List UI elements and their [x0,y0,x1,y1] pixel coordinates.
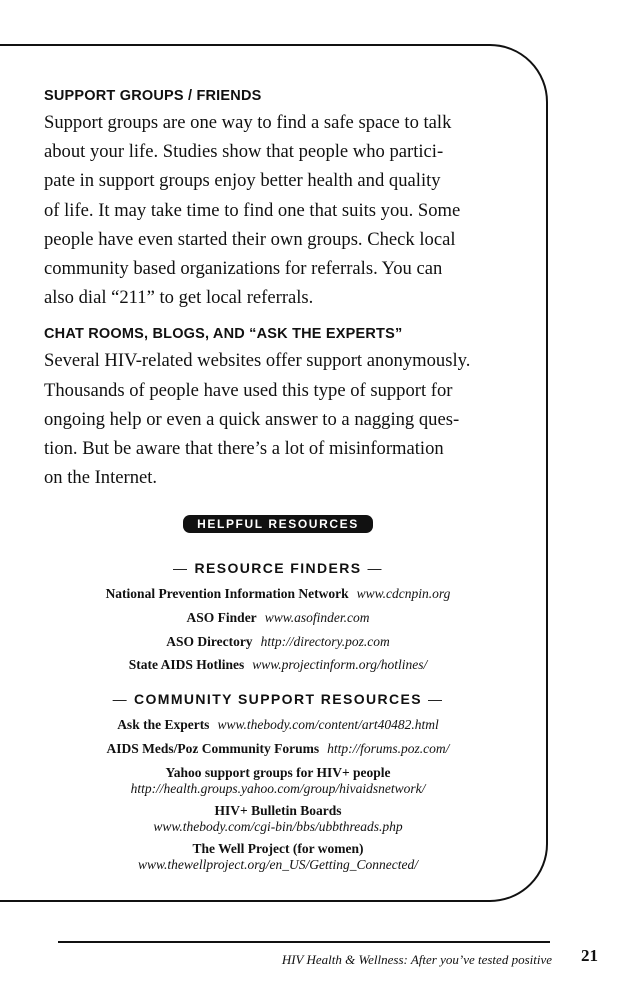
resource-link[interactable]: www.cdcnpin.org [356,586,451,601]
resource-link[interactable]: www.thebody.com/cgi-bin/bbs/ubbthreads.php [153,819,403,835]
dash-decoration: — [367,560,383,576]
resource-item [0,653,556,677]
resource-name: The Well Project (for women) [192,840,364,856]
footer-title: HIV Health & Wellness: After you’ve tested positive [281,952,552,967]
body-line: tion. But be aware that there’s a lot of misinformation [44,438,444,460]
body-line: also dial “211” to get local referrals. [44,287,314,309]
resource-group-heading [0,691,556,707]
resource-item [0,803,556,836]
body-line: pate in support groups enjoy better health and quality [44,170,441,192]
resource-group-title: RESOURCE FINDERS [194,560,362,576]
resource-name: ASO Directory [166,633,253,649]
body-line: people have even started their own groups. Check local [44,228,456,250]
section-chat-rooms [44,326,504,492]
community-support-group [0,691,556,874]
resource-item [0,713,556,737]
resources-list [0,560,556,879]
section-support-groups [44,88,504,312]
section-body [44,108,504,312]
resource-name: HIV+ Bulletin Boards [214,802,342,818]
resource-name: Ask the Experts [117,717,210,733]
body-line: Support groups are one way to find a safe space to talk [44,112,452,133]
resource-group-title: COMMUNITY SUPPORT RESOURCES [133,691,422,708]
main-content [44,88,504,504]
resource-link[interactable]: http://forums.poz.com/ [327,740,450,756]
dash-decoration: — [112,691,128,708]
footer-rule [58,941,550,943]
resource-name: AIDS Meds/Poz Community Forums [106,740,320,756]
resource-link[interactable]: www.thebody.com/content/art40482.html [217,717,439,733]
body-line: ongoing help or even a quick answer to a nagging ques- [44,408,460,430]
resource-name: ASO Finder [186,609,257,625]
resource-link[interactable]: www.thewellproject.org/en_US/Getting_Connected/ [138,857,418,873]
section-heading: SUPPORT GROUPS / FRIENDS [44,88,262,104]
resource-link[interactable]: http://health.groups.yahoo.com/group/hivaidsnetwork/ [130,781,426,797]
resource-name: Yahoo support groups for HIV+ people [165,764,391,780]
body-line: about your life. Studies show that people who partici- [44,141,444,163]
resource-name: State AIDS Hotlines [128,657,245,673]
resource-item [0,630,556,654]
resource-link[interactable]: www.projectinform.org/hotlines/ [252,657,428,673]
resource-finders-group [0,560,556,677]
resource-name: National Prevention Information Network [105,586,349,601]
body-line: community based organizations for referrals. You can [44,258,443,280]
resource-item [0,606,556,630]
section-body [44,346,504,492]
helpful-resources-label: HELPFUL RESOURCES [183,515,373,533]
dash-decoration: — [173,560,189,576]
body-line: on the Internet. [44,467,158,489]
body-line: Thousands of people have used this type of support for [44,379,453,401]
resource-group-heading [0,560,556,576]
resource-link[interactable]: www.asofinder.com [264,609,370,625]
section-heading: CHAT ROOMS, BLOGS, AND “ASK THE EXPERTS” [44,326,403,343]
dash-decoration: — [428,691,444,708]
body-line: of life. It may take time to find one that suits you. Some [44,199,461,221]
resource-item [0,841,556,874]
page-number: 21 [581,946,598,965]
resource-item [0,737,556,761]
helpful-resources-banner [0,515,556,533]
resource-link[interactable]: http://directory.poz.com [260,633,390,649]
resource-item [0,582,556,606]
body-line: Several HIV-related websites offer support anonymously. [44,350,471,372]
resource-item [0,765,556,798]
